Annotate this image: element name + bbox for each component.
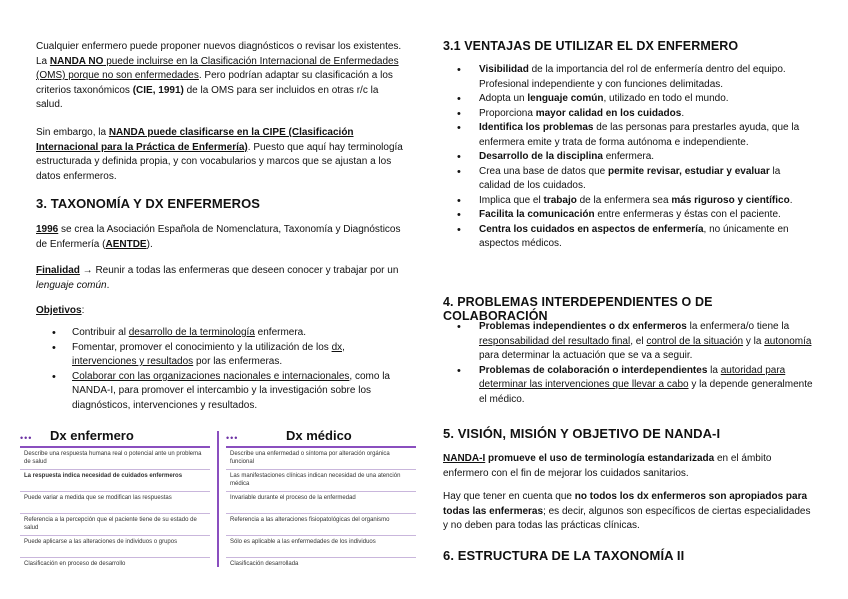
paragraph-finalidad: Finalidad → Reunir a todas las enfermeras que deseen conocer y trabajar por un lenguaje común. [36, 265, 399, 291]
comparison-table [20, 427, 418, 567]
table-row: Invariable durante el proceso de la enfermedad [226, 492, 416, 514]
ventajas-list [443, 63, 813, 252]
dx-enfermero-title: Dx enfermero [50, 428, 134, 443]
list-item: • Problemas independientes o dx enfermeros la enfermera/o tiene la responsabilidad del resultado final, el control de la situación y la autonomía para determinar la actuación que se va a seguir. [443, 320, 813, 364]
dots-icon: ••• [20, 433, 33, 443]
list-item: • Centra los cuidados en aspectos de enfermería, no únicamente en aspectos médicos. [443, 223, 813, 252]
table-row: La respuesta indica necesidad de cuidados enfermeros [20, 470, 210, 492]
table-row: Puede aplicarse a las alteraciones de individuos o grupos [20, 536, 210, 558]
table-row: Sólo es aplicable a las enfermedades de los individuos [226, 536, 416, 558]
paragraph-no-todos: Hay que tener en cuenta que no todos los dx enfermeros son apropiados para todas las enfermeras; es decir, algunos son específicos de ciertas especialidades y no deben para todas las prácticas clínicas. [443, 491, 811, 531]
list-item: • Fomentar, promover el conocimiento y la utilización de los dx, intervenciones y resultados por las enfermeras. [36, 341, 404, 370]
table-row: Clasificación en proceso de desarrollo [20, 558, 210, 567]
dx-enfermero-header [20, 427, 210, 448]
column-divider [217, 431, 219, 567]
paragraph-nanda-i: NANDA-I promueve el uso de terminología estandarizada en el ámbito enfermero con el fin de mejorar los cuidados sanitarios. [443, 453, 772, 479]
objetivos-list [36, 326, 404, 413]
list-item: • Contribuir al desarrollo de la terminología enfermera. [36, 326, 404, 341]
list-item: • Colaborar con las organizaciones nacionales e internacionales, como la NANDA-I, para promover el intercambio y la investigación sobre los diagnósticos, intervenciones y resultados. [36, 370, 404, 414]
list-item: • Proporciona mayor calidad en los cuidados. [443, 107, 813, 122]
table-row: Las manifestaciones clínicas indican necesidad de una atención médica [226, 470, 416, 492]
heading-estructura: 6. ESTRUCTURA DE LA TAXONOMÍA II [443, 548, 685, 563]
dx-medico-title: Dx médico [286, 428, 352, 443]
table-row: Puede variar a medida que se modifican las respuestas [20, 492, 210, 514]
table-row: Describe una respuesta humana real o potencial ante un problema de salud [20, 448, 210, 470]
table-row: Clasificación desarrollada [226, 558, 416, 567]
problemas-list [443, 320, 813, 407]
list-item: • Identifica los problemas de las personas para prestarles ayuda, que la enfermera emite y trata de forma autónoma e independiente. [443, 121, 813, 150]
list-item: • Desarrollo de la disciplina enfermera. [443, 150, 813, 165]
dx-enfermero-column [20, 427, 210, 567]
objetivos-label: Objetivos: [36, 305, 85, 316]
list-item: • Implica que el trabajo de la enfermera sea más riguroso y científico. [443, 194, 813, 209]
paragraph-nanda-cipe: Sin embargo, la NANDA puede clasificarse en la CIPE (Clasificación Internacional para la Práctica de Enfermería). Puesto que aquí hay terminología estructurada y definida propia, y con vocabularios y marcos que se ajustan a los datos enfermeros. [36, 127, 403, 182]
table-row: Referencia a las alteraciones fisiopatológicas del organismo [226, 514, 416, 536]
table-row: Referencia a la percepción que el paciente tiene de su estado de salud [20, 514, 210, 536]
paragraph-nanda-cie: Cualquier enfermero puede proponer nuevos diagnósticos o revisar los existentes. La NANDA NO puede incluirse en la Clasificación Internacional de Enfermedades (OMS) porque no son enfermedades. Pero podrían adaptar su clasificación a los criterios taxonómicos (CIE, 1991) de la OMS para ser incluidos en otras r/c la salud. [36, 41, 402, 110]
dx-medico-header [226, 427, 416, 448]
heading-problemas: 4. PROBLEMAS INTERDEPENDIENTES O DE COLABORACIÓN [443, 295, 713, 323]
list-item: • Visibilidad de la importancia del rol de enfermería dentro del equipo. Profesional independiente y con funciones delimitadas. [443, 63, 813, 92]
list-item: • Facilita la comunicación entre enfermeras y éstas con el paciente. [443, 208, 813, 223]
list-item: • Crea una base de datos que permite revisar, estudiar y evaluar la calidad de los cuidados. [443, 165, 813, 194]
dx-medico-column [226, 427, 416, 567]
dots-icon: ••• [226, 433, 239, 443]
heading-ventajas: 3.1 VENTAJAS DE UTILIZAR EL DX ENFERMERO [443, 39, 739, 53]
table-row: Describe una enfermedad o síntoma por alteración orgánica funcional [226, 448, 416, 470]
list-item: • Problemas de colaboración o interdependientes la autoridad para determinar las intervenciones que llevar a cabo y la depende generalmente el médico. [443, 364, 813, 408]
paragraph-aentde: 1996 se crea la Asociación Española de Nomenclatura, Taxonomía y Diagnósticos de Enfermería (AENTDE). [36, 224, 401, 250]
heading-vision: 5. VISIÓN, MISIÓN Y OBJETIVO DE NANDA-I [443, 426, 721, 441]
heading-taxonomia: 3. TAXONOMÍA Y DX ENFERMEROS [36, 196, 261, 211]
list-item: • Adopta un lenguaje común, utilizado en todo el mundo. [443, 92, 813, 107]
